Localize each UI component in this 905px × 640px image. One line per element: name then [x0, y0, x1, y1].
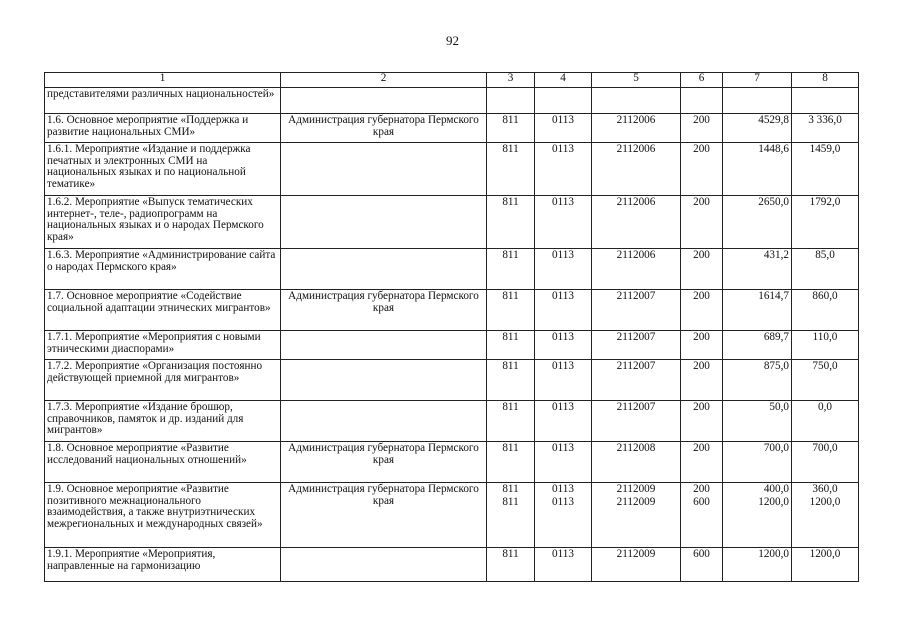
rzpr-value: 0113: [552, 483, 574, 495]
kvsr-value: 811: [502, 143, 519, 155]
vr-cell: [681, 290, 723, 331]
rzpr-value: 0113: [552, 290, 574, 302]
vr-cell: [681, 360, 723, 401]
csr-cell: [592, 249, 681, 290]
activity-name-cell: 1.9. Основное мероприятие «Развитие позитивного межнационального взаимодействия, а также внутриэтнических межрегиональных и международных связей»: [45, 483, 281, 548]
sum8-cell: [792, 401, 859, 442]
table-row: [45, 401, 859, 442]
rzpr-value: 0113: [552, 442, 574, 454]
sum7-value: 431,2: [763, 249, 789, 261]
kvsr-value: 811: [502, 114, 519, 126]
table-body: [45, 88, 859, 582]
sum8-value: 85,0: [815, 249, 835, 261]
csr-value: 2112006: [616, 249, 656, 261]
agency-cell: Администрация губернатора Пермского края: [281, 442, 487, 483]
table-row: [45, 360, 859, 401]
sum8-value: 750,0: [812, 360, 838, 372]
csr-value: 2112009: [616, 548, 656, 560]
budget-table: [44, 72, 859, 582]
csr-cell: [592, 401, 681, 442]
page-number: 92: [446, 33, 459, 48]
table-row: [45, 196, 859, 249]
activity-name-cell: 1.6. Основное мероприятие «Поддержка и развитие национальных СМИ»: [45, 114, 281, 143]
kvsr-value: 811: [502, 442, 519, 454]
vr-cell: [681, 143, 723, 196]
sum7-cell: [723, 290, 792, 331]
sum7-cell: [723, 249, 792, 290]
kvsr-cell: [487, 196, 535, 249]
agency-cell: [281, 401, 487, 442]
csr-value: 2112009: [616, 495, 656, 508]
rzpr-cell: [535, 114, 592, 143]
rzpr-value: 0113: [552, 196, 574, 208]
table-row: [45, 114, 859, 143]
csr-cell: [592, 88, 681, 114]
table-row: [45, 331, 859, 360]
csr-value: 2112006: [616, 143, 656, 155]
vr-cell: [681, 483, 723, 548]
sum8-value: 1792,0: [809, 196, 841, 208]
header-col-4: 4: [535, 73, 592, 88]
sum8-value: 0,0: [818, 401, 832, 413]
vr-cell: [681, 442, 723, 483]
sum8-cell: [792, 360, 859, 401]
sum8-value: 860,0: [812, 290, 838, 302]
agency-cell: [281, 331, 487, 360]
sum7-value: 700,0: [763, 442, 789, 454]
activity-name-cell: 1.7.1. Мероприятие «Мероприятия с новыми этническими диаспорами»: [45, 331, 281, 360]
csr-cell: [592, 331, 681, 360]
table-row: [45, 290, 859, 331]
sum7-value: 4529,8: [758, 114, 789, 126]
kvsr-value: 811: [502, 290, 519, 302]
activity-name-cell: 1.6.1. Мероприятие «Издание и поддержка печатных и электронных СМИ на национальных языках и по национальной тематике»: [45, 143, 281, 196]
rzpr-cell: [535, 88, 592, 114]
vr-cell: [681, 114, 723, 143]
sum8-cell: [792, 196, 859, 249]
csr-cell: [592, 196, 681, 249]
rzpr-value: 0113: [552, 548, 574, 560]
sum8-value: 1200,0: [809, 495, 841, 508]
table-row: [45, 143, 859, 196]
kvsr-value: 811: [502, 196, 519, 208]
table-row: [45, 249, 859, 290]
vr-value: 200: [693, 360, 710, 372]
rzpr-cell: [535, 143, 592, 196]
sum7-value: 1200,0: [758, 548, 789, 560]
csr-value: 2112007: [616, 331, 656, 343]
header-col-7: 7: [723, 73, 792, 88]
kvsr-cell: [487, 548, 535, 582]
kvsr-cell: [487, 88, 535, 114]
vr-value: 200: [693, 331, 710, 343]
sum7-cell: [723, 548, 792, 582]
sum7-cell: [723, 88, 792, 114]
sum7-cell: [723, 331, 792, 360]
sum7-value: 2650,0: [758, 196, 789, 208]
kvsr-value: 811: [502, 360, 519, 372]
sum8-value: 110,0: [812, 331, 838, 343]
sum8-cell: [792, 548, 859, 582]
rzpr-value: 0113: [552, 249, 574, 261]
sum8-cell: [792, 114, 859, 143]
csr-value: 2112006: [616, 114, 656, 126]
header-col-3: 3: [487, 73, 535, 88]
csr-value: 2112009: [616, 483, 656, 495]
sum8-cell: [792, 88, 859, 114]
kvsr-cell: [487, 483, 535, 548]
agency-cell: Администрация губернатора Пермского края: [281, 114, 487, 143]
vr-value: 200: [693, 249, 710, 261]
kvsr-cell: [487, 401, 535, 442]
csr-cell: [592, 442, 681, 483]
vr-value: 200: [693, 290, 710, 302]
sum8-value: 3 336,0: [808, 114, 842, 126]
kvsr-value: 811: [502, 483, 519, 495]
activity-name-cell: 1.7.3. Мероприятие «Издание брошюр, справочников, памяток и др. изданий для мигрантов»: [45, 401, 281, 442]
sum8-cell: [792, 290, 859, 331]
vr-value: 200: [693, 442, 710, 454]
kvsr-value: 811: [502, 331, 519, 343]
csr-cell: [592, 360, 681, 401]
agency-cell: Администрация губернатора Пермского края: [281, 483, 487, 548]
kvsr-value: 811: [502, 495, 519, 508]
rzpr-cell: [535, 331, 592, 360]
activity-name-cell: 1.6.3. Мероприятие «Администрирование сайта о народах Пермского края»: [45, 249, 281, 290]
sum8-cell: [792, 249, 859, 290]
kvsr-cell: [487, 360, 535, 401]
sum8-cell: [792, 143, 859, 196]
sum8-cell: [792, 331, 859, 360]
rzpr-cell: [535, 483, 592, 548]
rzpr-cell: [535, 196, 592, 249]
kvsr-cell: [487, 249, 535, 290]
rzpr-value: 0113: [552, 401, 574, 413]
agency-cell: Администрация губернатора Пермского края: [281, 290, 487, 331]
agency-cell: [281, 88, 487, 114]
csr-cell: [592, 483, 681, 548]
table-row: [45, 548, 859, 582]
sum7-cell: [723, 483, 792, 548]
csr-cell: [592, 114, 681, 143]
kvsr-value: 811: [502, 548, 519, 560]
csr-cell: [592, 143, 681, 196]
kvsr-cell: [487, 143, 535, 196]
rzpr-value: 0113: [552, 360, 574, 372]
sum7-cell: [723, 114, 792, 143]
agency-cell: [281, 360, 487, 401]
sum7-value: 1200,0: [758, 495, 789, 508]
agency-cell: [281, 249, 487, 290]
sum8-value: 700,0: [812, 442, 838, 454]
agency-cell: [281, 548, 487, 582]
vr-value: 600: [693, 495, 710, 508]
header-col-5: 5: [592, 73, 681, 88]
sum7-cell: [723, 360, 792, 401]
activity-name-cell: 1.9.1. Мероприятие «Мероприятия, направленные на гармонизацию: [45, 548, 281, 582]
sum8-value: 1200,0: [809, 548, 841, 560]
vr-cell: [681, 88, 723, 114]
vr-cell: [681, 331, 723, 360]
header-row: [45, 73, 859, 88]
rzpr-value: 0113: [552, 114, 574, 126]
csr-cell: [592, 548, 681, 582]
rzpr-cell: [535, 442, 592, 483]
rzpr-cell: [535, 360, 592, 401]
kvsr-value: 811: [502, 249, 519, 261]
sum7-value: 1614,7: [758, 290, 789, 302]
vr-value: 200: [693, 401, 710, 413]
table-row: [45, 483, 859, 548]
header-col-8: 8: [792, 73, 859, 88]
activity-name-cell: 1.6.2. Мероприятие «Выпуск тематических интернет-, теле-, радиопрограмм на национальных языках и о народах Пермского края»: [45, 196, 281, 249]
kvsr-cell: [487, 114, 535, 143]
sum7-value: 875,0: [763, 360, 789, 372]
csr-value: 2112006: [616, 196, 656, 208]
sum8-cell: [792, 442, 859, 483]
activity-name-cell: 1.7.2. Мероприятие «Организация постоянно действующей приемной для мигрантов»: [45, 360, 281, 401]
rzpr-value: 0113: [552, 143, 574, 155]
vr-cell: [681, 249, 723, 290]
kvsr-value: 811: [502, 401, 519, 413]
vr-cell: [681, 548, 723, 582]
sum7-cell: [723, 401, 792, 442]
rzpr-cell: [535, 548, 592, 582]
activity-name-cell: 1.7. Основное мероприятие «Содействие социальной адаптации этнических мигрантов»: [45, 290, 281, 331]
sum7-value: 1448,6: [758, 143, 789, 155]
header-col-2: 2: [281, 73, 487, 88]
agency-cell: [281, 143, 487, 196]
rzpr-value: 0113: [552, 495, 574, 508]
kvsr-cell: [487, 290, 535, 331]
sum7-cell: [723, 143, 792, 196]
csr-value: 2112007: [616, 360, 656, 372]
agency-cell: [281, 196, 487, 249]
activity-name-cell: представителями различных национальностей»: [45, 88, 281, 114]
csr-value: 2112008: [616, 442, 656, 454]
sum7-cell: [723, 442, 792, 483]
rzpr-cell: [535, 249, 592, 290]
kvsr-cell: [487, 331, 535, 360]
vr-value: 200: [693, 483, 710, 495]
sum8-cell: [792, 483, 859, 548]
rzpr-cell: [535, 401, 592, 442]
sum7-cell: [723, 196, 792, 249]
table-row: [45, 88, 859, 114]
table-row: [45, 442, 859, 483]
header-col-6: 6: [681, 73, 723, 88]
header-col-1: 1: [45, 73, 281, 88]
vr-cell: [681, 196, 723, 249]
vr-value: 200: [693, 114, 710, 126]
sum8-value: 360,0: [812, 483, 838, 495]
sum7-value: 400,0: [763, 483, 789, 495]
sum7-value: 50,0: [769, 401, 789, 413]
rzpr-value: 0113: [552, 331, 574, 343]
sum7-value: 689,7: [763, 331, 789, 343]
kvsr-cell: [487, 442, 535, 483]
sum8-value: 1459,0: [809, 143, 841, 155]
vr-value: 200: [693, 143, 710, 155]
vr-value: 600: [693, 548, 710, 560]
csr-value: 2112007: [616, 401, 656, 413]
vr-value: 200: [693, 196, 710, 208]
csr-cell: [592, 290, 681, 331]
vr-cell: [681, 401, 723, 442]
rzpr-cell: [535, 290, 592, 331]
csr-value: 2112007: [616, 290, 656, 302]
activity-name-cell: 1.8. Основное мероприятие «Развитие исследований национальных отношений»: [45, 442, 281, 483]
